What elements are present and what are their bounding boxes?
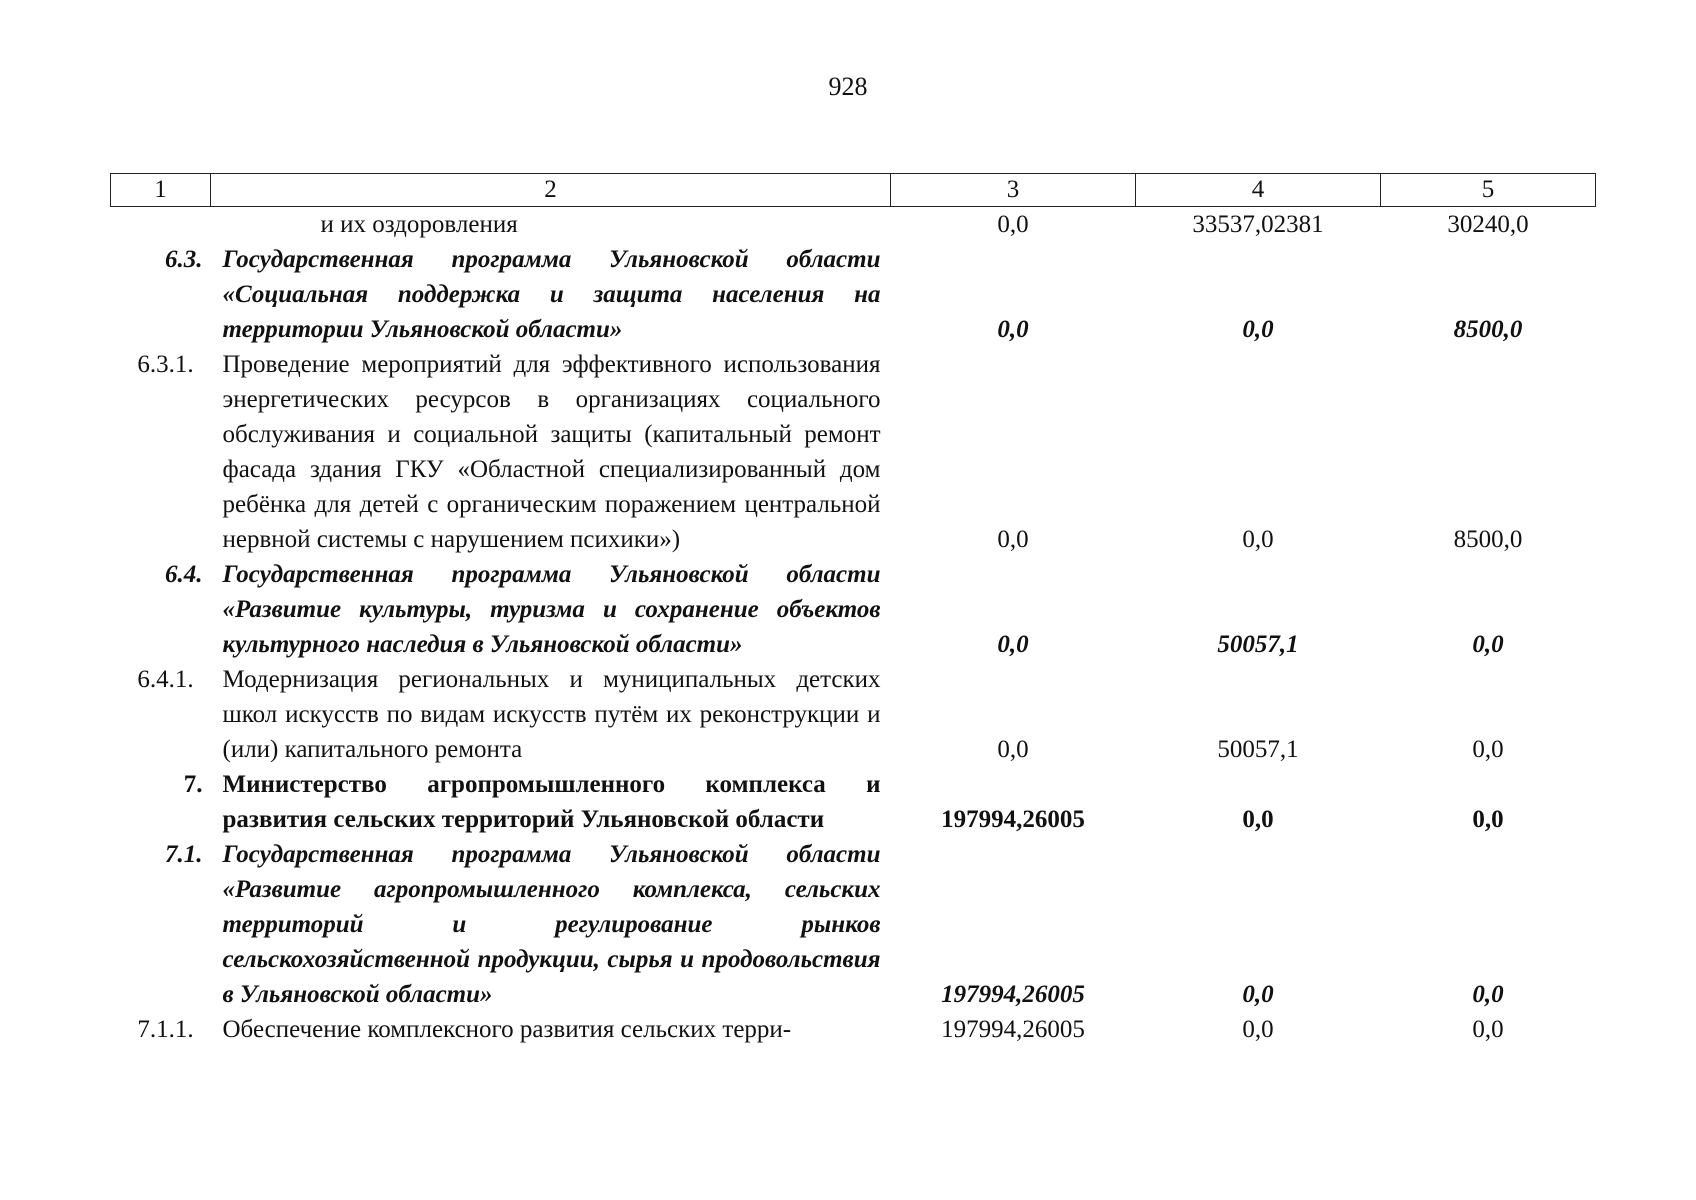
table-row [111,242,1596,347]
header-cell-5: 5 [1381,174,1596,207]
row-value-col5: 8500,0 [1453,316,1523,343]
row-value-col3: 0,0 [997,211,1029,238]
row-number [111,207,211,243]
row-text: Государственная программа Ульяновской области «Социальная поддержка и защита населения на территории Ульяновской области» [222,246,881,343]
row-value-col3: 197994,26005 [941,1016,1085,1043]
row-value-col5: 0,0 [1472,981,1504,1008]
page-number: 928 [828,72,868,101]
row-number: 6.3. [165,246,203,273]
header-row [111,174,1596,207]
header-cell-3: 3 [891,174,1136,207]
row-value-col3: 0,0 [997,526,1029,553]
row-value-col5: 0,0 [1472,806,1504,833]
table-row [111,557,1596,662]
row-text: Государственная программа Ульяновской области «Развитие агропромышленного комплекса, сельских территорий и регулирование рынков сельскохозяйственной продукции, сырья и продовольствия в Ульяновской области» [222,841,881,1008]
row-text: и их оздоровления [320,211,518,238]
row-value-col5: 30240,0 [1447,211,1529,238]
table-row [111,767,1596,837]
row-value-col5: 8500,0 [1453,526,1523,553]
header-cell-2: 2 [211,174,891,207]
row-number: 6.3.1. [137,351,194,378]
row-number: 6.4.1. [137,666,194,693]
row-text: Министерство агропромышленного комплекса и развития сельских территорий Ульяновской области [222,771,881,833]
row-value-col3: 0,0 [997,736,1029,763]
row-value-col3: 197994,26005 [941,806,1085,833]
table-row [111,207,1596,243]
table-row [111,662,1596,767]
header-cell-4: 4 [1136,174,1381,207]
row-text: Государственная программа Ульяновской области «Развитие культуры, туризма и сохранение объектов культурного наследия в Ульяновской области» [222,561,881,658]
row-number: 6.4. [165,561,203,588]
row-value-col5: 0,0 [1472,1016,1504,1043]
row-value-col4: 50057,1 [1217,736,1299,763]
row-value-col4: 0,0 [1242,316,1274,343]
budget-table-container [110,173,1595,1047]
budget-table [110,173,1596,1047]
row-number: 7.1. [165,841,203,868]
table-row [111,347,1596,557]
row-value-col4: 0,0 [1242,981,1274,1008]
row-value-col4: 33537,02381 [1192,211,1324,238]
row-value-col3: 197994,26005 [941,981,1085,1008]
header-cell-1: 1 [111,174,211,207]
row-number: 7. [183,771,203,798]
row-text: Обеспечение комплексного развития сельских терри- [222,1016,792,1043]
row-value-col5: 0,0 [1472,736,1504,763]
row-value-col5: 0,0 [1472,631,1504,658]
table-row [111,1012,1596,1047]
table-row [111,837,1596,1012]
row-value-col4: 0,0 [1242,1016,1274,1043]
row-value-col4: 0,0 [1242,526,1274,553]
row-value-col4: 0,0 [1242,806,1274,833]
row-value-col3: 0,0 [997,631,1029,658]
row-number: 7.1.1. [137,1016,194,1043]
row-text: Модернизация региональных и муниципальных детских школ искусств по видам искусств путём их реконструкции и (или) капитального ремонта [222,666,881,763]
row-text: Проведение мероприятий для эффективного использования энергетических ресурсов в организациях социального обслуживания и социальной защиты (капитальный ремонт фасада здания ГКУ «Областной специализированный дом ребёнка для детей с органическим поражением центральной нервной системы с нарушением психики») [222,351,881,553]
row-value-col3: 0,0 [997,316,1029,343]
row-value-col4: 50057,1 [1217,631,1299,658]
